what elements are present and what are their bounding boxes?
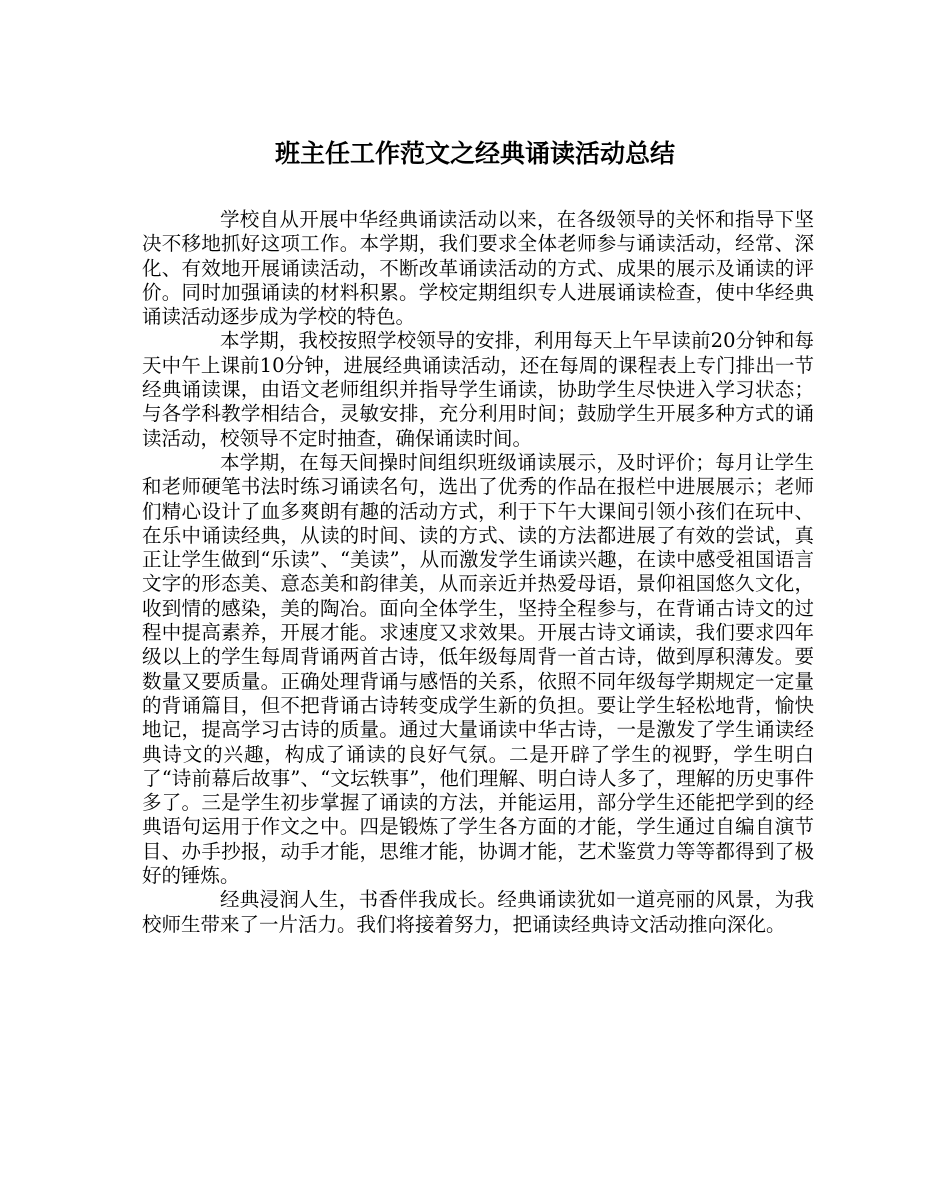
document-body [142,208,814,937]
paragraph-3: 本学期，在每天间操时间组织班级诵读展示，及时评价；每月让学生和老师硬笔书法时练习诵读名句，选出了优秀的作品在报栏中进展展示；老师们精心设计了血多爽朗有趣的活动方式，利于下午大课间引领小孩们在玩中、在乐中诵读经典，从读的时间、读的方式、读的方法都进展了有效的尝试，真正让学生做到“乐读”、“美读”，从而激发学生诵读兴趣，在读中感受祖国语言文字的形态美、意态美和韵律美，从而亲近并热爱母语，景仰祖国悠久文化，收到情的感染，美的陶冶。面向全体学生，坚持全程参与，在背诵古诗文的过程中提高素养，开展才能。求速度又求效果。开展古诗文诵读，我们要求四年级以上的学生每周背诵两首古诗，低年级每周背一首古诗，做到厚积薄发。要数量又要质量。正确处理背诵与感悟的关系，依照不同年级每学期规定一定量的背诵篇目，但不把背诵古诗转变成学生新的负担。要让学生轻松地背，愉快地记，提高学习古诗的质量。通过大量诵读中华古诗，一是激发了学生诵读经典诗文的兴趣，构成了诵读的良好气氛。二是开辟了学生的视野，学生明白了“诗前幕后故事”、“文坛轶事”，他们理解、明白诗人多了，理解的历史事件多了。三是学生初步掌握了诵读的方法，并能运用，部分学生还能把学到的经典语句运用于作文之中。四是锻炼了学生各方面的才能，学生通过自编自演节目、办手抄报，动手才能，思维才能，协调才能，艺术鉴赏力等等都得到了极好的锤炼。 [142,450,814,888]
document-title: 班主任工作范文之经典诵读活动总结 [274,139,675,168]
paragraph-4: 经典浸润人生，书香伴我成长。经典诵读犹如一道亮丽的风景，为我校师生带来了一片活力。我们将接着努力，把诵读经典诗文活动推向深化。 [142,888,814,936]
paragraph-1: 学校自从开展中华经典诵读活动以来，在各级领导的关怀和指导下坚决不移地抓好这项工作。本学期，我们要求全体老师参与诵读活动，经常、深化、有效地开展诵读活动，不断改革诵读活动的方式、成果的展示及诵读的评价。同时加强诵读的材料积累。学校定期组织专人进展诵读检查，使中华经典诵读活动逐步成为学校的特色。 [142,208,814,329]
paragraph-2: 本学期，我校按照学校领导的安排，利用每天上午早读前20分钟和每天中午上课前10分钟，进展经典诵读活动，还在每周的课程表上专门排出一节经典诵读课，由语文老师组织并指导学生诵读，协助学生尽快进入学习状态；与各学科教学相结合，灵敏安排，充分利用时间；鼓励学生开展多种方式的诵读活动，校领导不定时抽查，确保诵读时间。 [142,329,814,450]
